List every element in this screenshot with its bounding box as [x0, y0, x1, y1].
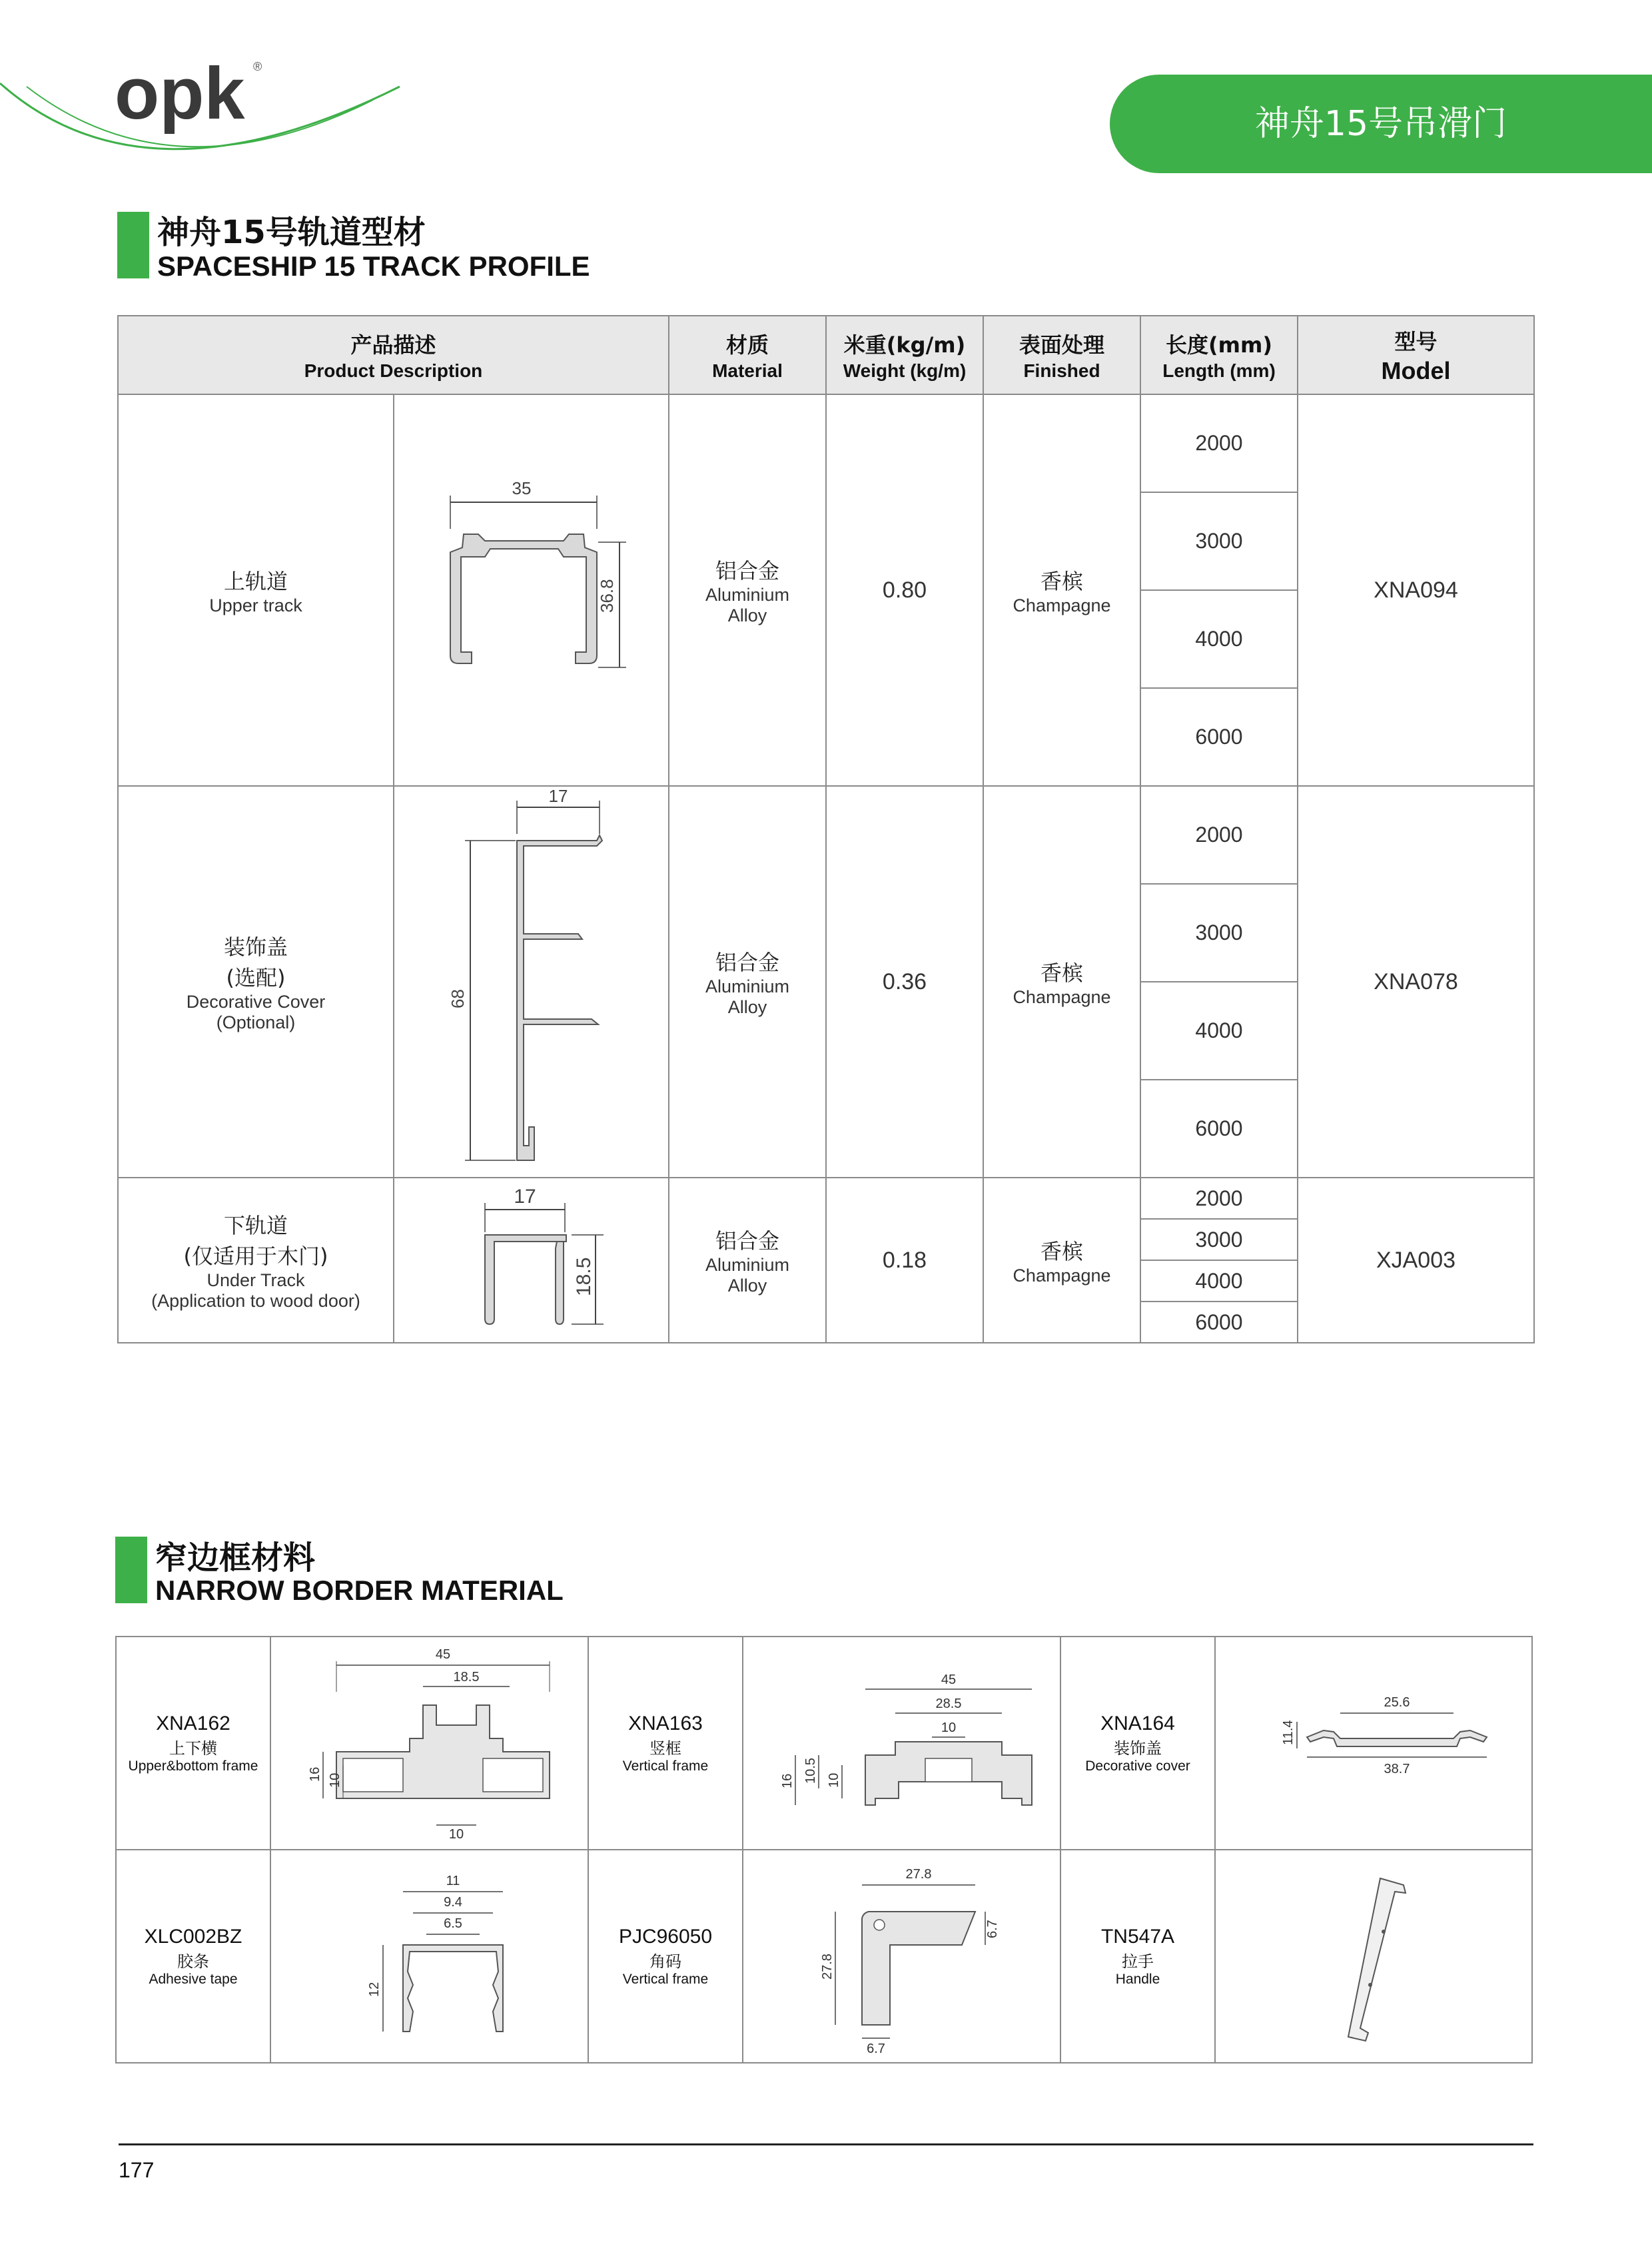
table-row: [116, 1850, 1532, 2063]
item-pjc96050-drawing: [743, 1850, 1060, 2063]
header-length: 长度(mm) Length (mm): [1140, 316, 1298, 394]
row3-length-1: 2000: [1140, 1178, 1298, 1219]
item-xna163-label: XNA163 竖框 Vertical frame: [588, 1637, 743, 1850]
row3-finish: 香槟 Champagne: [983, 1178, 1140, 1343]
svg-text:11.4: 11.4: [1281, 1720, 1296, 1745]
decorative-cover-drawing: [412, 787, 651, 1174]
narrow-border-table: [115, 1636, 1533, 2063]
header-material: 材质 Material: [669, 316, 826, 394]
track-profile-table: [117, 315, 1535, 1343]
svg-text:45: 45: [941, 1672, 956, 1687]
handle-drawing: [1220, 1852, 1527, 2058]
item-xna162-label: XNA162 上下横 Upper&bottom frame: [116, 1637, 270, 1850]
page-number: 177: [119, 2158, 155, 2182]
table-row: [118, 1178, 1534, 1219]
dim-height: 68: [447, 988, 468, 1008]
row2-weight: 0.36: [826, 786, 983, 1178]
row2-model: XNA078: [1298, 786, 1534, 1178]
logo-text: opk: [115, 53, 245, 135]
upper-track-drawing: [412, 456, 651, 722]
under-track-drawing: [412, 1179, 651, 1339]
row3-material: 铝合金 Aluminium Alloy: [669, 1178, 826, 1343]
row2-description: 装饰盖 (选配) Decorative Cover (Optional): [118, 786, 394, 1178]
svg-text:16: 16: [307, 1766, 322, 1782]
row3-model: XJA003: [1298, 1178, 1534, 1343]
dim-height: 18.5: [572, 1257, 595, 1296]
row2-profile-drawing: [394, 786, 669, 1178]
svg-text:38.7: 38.7: [1384, 1761, 1410, 1776]
row1-length-1: 2000: [1140, 394, 1298, 492]
dim-height: 36.8: [596, 578, 617, 613]
svg-text:27.8: 27.8: [905, 1866, 931, 1882]
svg-text:27.8: 27.8: [819, 1953, 835, 1980]
row2-length-3: 4000: [1140, 982, 1298, 1080]
section1-accent-bar: [117, 212, 149, 278]
item-pjc96050-label: PJC96050 角码 Vertical frame: [588, 1850, 743, 2063]
dim-width: 17: [513, 1185, 536, 1208]
row2-length-4: 6000: [1140, 1080, 1298, 1178]
svg-text:10.5: 10.5: [803, 1757, 818, 1784]
row3-weight: 0.18: [826, 1178, 983, 1343]
header-model: 型号 Model: [1298, 316, 1534, 394]
row2-length-2: 3000: [1140, 884, 1298, 982]
row3-profile-drawing: [394, 1178, 669, 1343]
section2-title-cn: 窄边框材料: [155, 1539, 316, 1577]
svg-text:25.6: 25.6: [1384, 1694, 1410, 1710]
header-description: 产品描述 Product Description: [118, 316, 669, 394]
section2-accent-bar: [115, 1537, 147, 1603]
row1-profile-drawing: [394, 394, 669, 786]
table-header-row: [118, 316, 1534, 394]
svg-text:16: 16: [779, 1773, 795, 1788]
row1-length-2: 3000: [1140, 492, 1298, 590]
section1-title-en: SPACESHIP 15 TRACK PROFILE: [157, 250, 590, 282]
svg-text:11: 11: [446, 1873, 460, 1888]
item-xna162-drawing: [270, 1637, 588, 1850]
row3-length-4: 6000: [1140, 1302, 1298, 1343]
row2-length-1: 2000: [1140, 786, 1298, 884]
registered-mark: ®: [253, 60, 262, 73]
row1-length-4: 6000: [1140, 688, 1298, 786]
section2-title-en: NARROW BORDER MATERIAL: [155, 1575, 564, 1606]
svg-text:10: 10: [327, 1772, 342, 1788]
row1-weight: 0.80: [826, 394, 983, 786]
row1-model: XNA094: [1298, 394, 1534, 786]
row1-material: 铝合金 Aluminium Alloy: [669, 394, 826, 786]
section1-title-cn: 神舟15号轨道型材: [157, 214, 426, 251]
svg-text:6.5: 6.5: [443, 1916, 462, 1931]
item-tn547a-drawing: [1215, 1850, 1532, 2063]
svg-text:10: 10: [448, 1826, 464, 1842]
row1-finish: 香槟 Champagne: [983, 394, 1140, 786]
item-xlc002bz-label: XLC002BZ 胶条 Adhesive tape: [116, 1850, 270, 2063]
row3-description: 下轨道 (仅适用于木门) Under Track (Application to wood door): [118, 1178, 394, 1343]
row2-finish: 香槟 Champagne: [983, 786, 1140, 1178]
svg-text:45: 45: [435, 1647, 450, 1662]
table-row: [118, 786, 1534, 884]
header-weight: 米重(kg/m) Weight (kg/m): [826, 316, 983, 394]
svg-text:6.7: 6.7: [866, 2041, 885, 2056]
svg-text:28.5: 28.5: [935, 1696, 961, 1711]
dim-width: 35: [512, 478, 531, 498]
item-xna163-drawing: [743, 1637, 1060, 1850]
header-finish: 表面处理 Finished: [983, 316, 1140, 394]
svg-text:6.7: 6.7: [985, 1919, 1000, 1938]
dim-width: 17: [548, 787, 568, 806]
svg-text:12: 12: [366, 1982, 382, 1997]
row3-length-2: 3000: [1140, 1219, 1298, 1260]
page-tag: 神舟15号吊滑门: [1110, 75, 1652, 173]
row3-length-3: 4000: [1140, 1260, 1298, 1302]
svg-text:10: 10: [941, 1720, 956, 1735]
svg-text:18.5: 18.5: [453, 1669, 479, 1684]
footer-divider: [119, 2143, 1533, 2145]
svg-text:9.4: 9.4: [443, 1894, 462, 1910]
table-row: [118, 394, 1534, 492]
item-xna164-label: XNA164 装饰盖 Decorative cover: [1060, 1637, 1215, 1850]
row1-description: 上轨道 Upper track: [118, 394, 394, 786]
brand-logo: [0, 47, 426, 180]
item-tn547a-label: TN547A 拉手 Handle: [1060, 1850, 1215, 2063]
item-xlc002bz-drawing: [270, 1850, 588, 2063]
row1-length-3: 4000: [1140, 590, 1298, 688]
row2-material: 铝合金 Aluminium Alloy: [669, 786, 826, 1178]
item-xna164-drawing: [1215, 1637, 1532, 1850]
table-row: [116, 1637, 1532, 1850]
svg-text:10: 10: [826, 1772, 841, 1788]
